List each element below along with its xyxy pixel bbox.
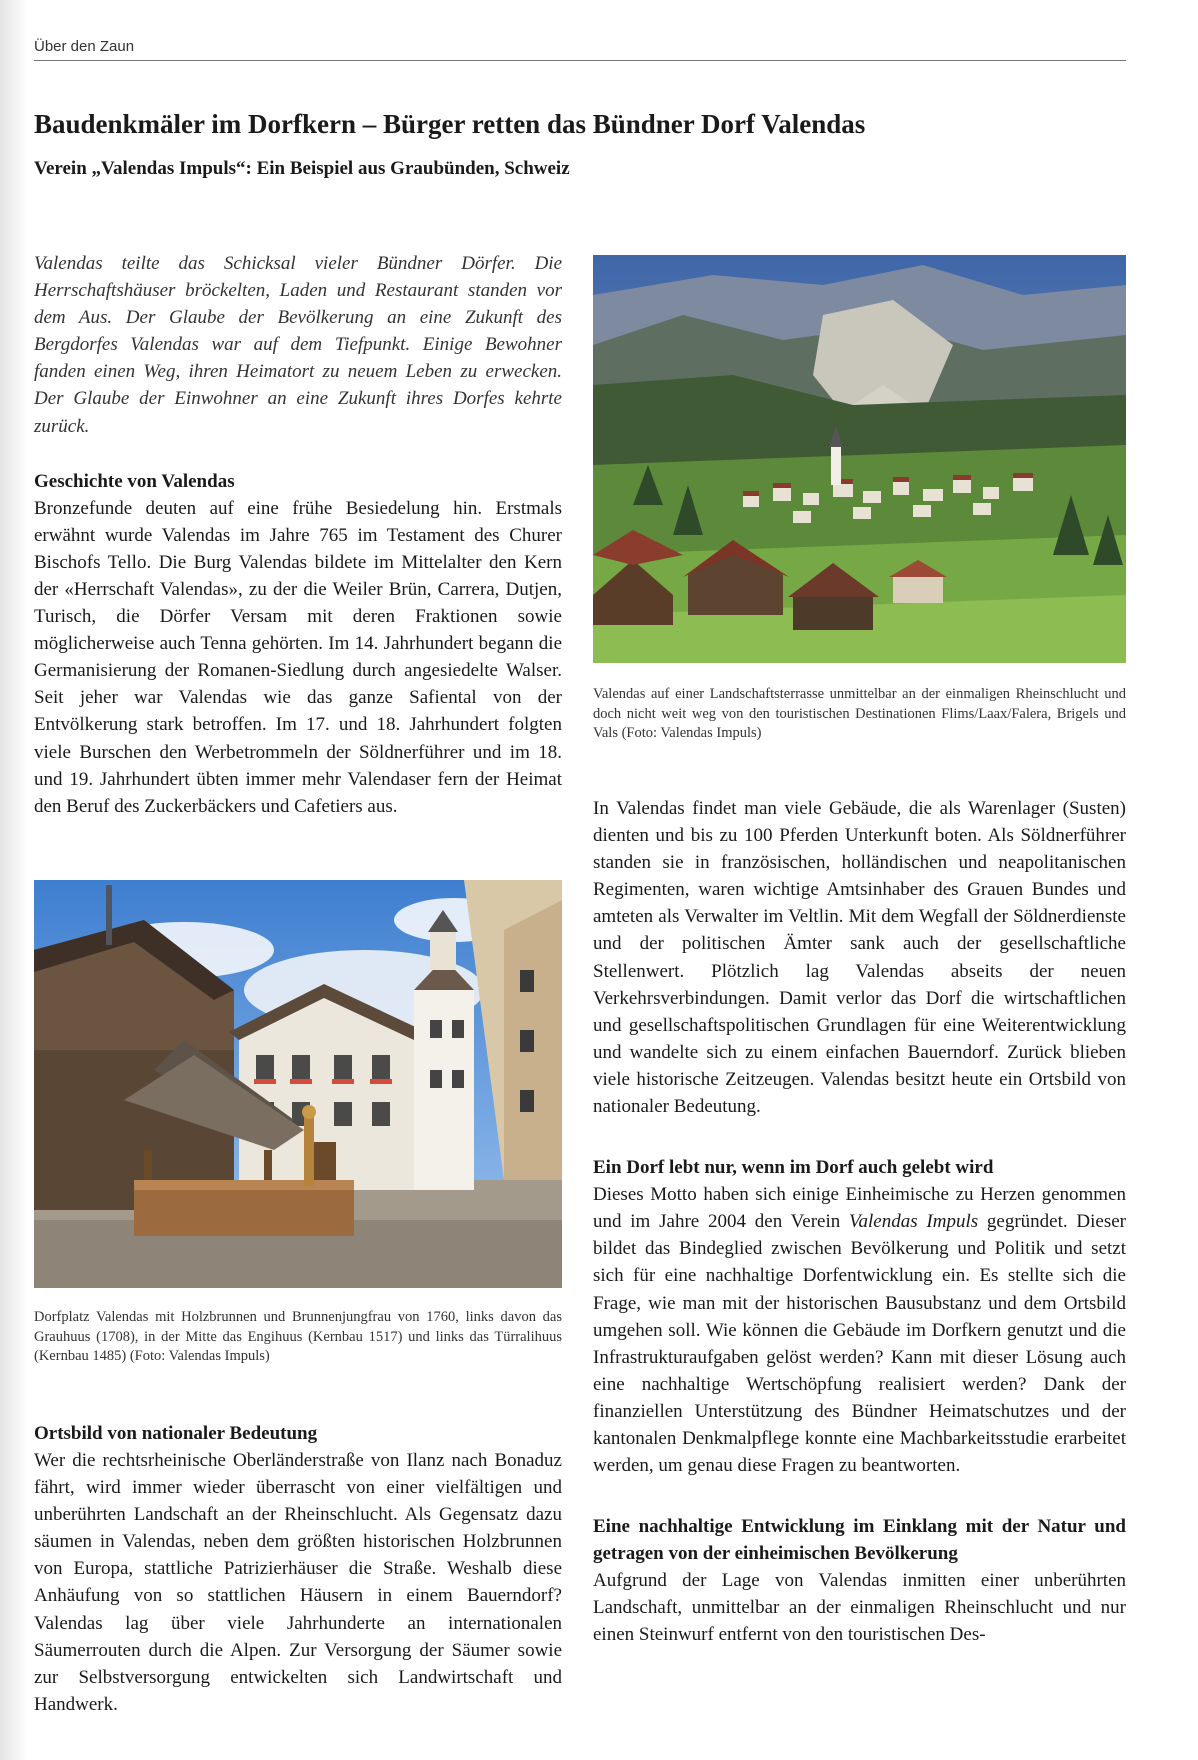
text-dorf-lebt-part1: Dieses Motto haben sich einige Einheimische zu Herzen genommen und im Jahre 2004 den Verein xyxy=(593,1184,1126,1233)
page-gutter-shadow xyxy=(0,0,28,1760)
header-rule xyxy=(34,60,1126,61)
text-entwicklung: Aufgrund der Lage von Valendas inmitten einer unberührten Landschaft, unmittelbar an der einmaligen Rheinschlucht und nur einen Steinwurf entfernt von den touristischen Des- xyxy=(593,1570,1126,1646)
running-head: Über den Zaun xyxy=(34,38,135,55)
text-ortsbild: Wer die rechtsrheinische Oberländerstraße von Ilanz nach Bonaduz fährt, wird immer wieder überrascht von einer vielfältigen und unberührten Landschaft an der Rheinschlucht. Als Gegensatz dazu säumen in Valendas, neben dem größten historischen Holzbrunnen von Europa, stattliche Patrizierhäuser die Straße. Weshalb diese Anhäufung von so stattlichen Häusern in einem Bauerndorf? Valendas lag über viele Jahrhunderte an internationalen Säumerrouten durch die Alpen. Zur Versorgung der Säumer sowie zur Selbstversorgung entwickelten sich Landwirtschaft und Handwerk. xyxy=(34,1450,562,1715)
village-square-image xyxy=(34,880,562,1288)
text-dorf-lebt xyxy=(593,1181,1126,1479)
text-gebaeude: In Valendas findet man viele Gebäude, die als Warenlager (Susten) dienten und bis zu 100 Pferden Unterkunft boten. Als Söldnerführer standen sie in französischen, holländischen und neapolitanischen Regimenten, waren wichtige Amtsinhaber des Grauen Bundes und amteten als Verwalter im Veltlin. Mit dem Wegfall der Söldnerdienste und der politischen Ämter sank auch der gesellschaftliche Stellenwert. Plötzlich lag Valendas abseits der neuen Verkehrsverbindungen. Damit verlor das Dorf die wirtschaftlichen und gesellschaftspolitischen Grundlagen für eine Weiterentwicklung und wandelte sich zu einem einfachen Bauerndorf. Zurück blieben viele historische Zeitzeugen. Valendas besitzt heute ein Ortsbild von nationaler Bedeutung. xyxy=(593,798,1126,1118)
right-column xyxy=(593,795,1126,1648)
heading-dorf-lebt: Ein Dorf lebt nur, wenn im Dorf auch gelebt wird xyxy=(593,1157,994,1179)
photo-village-square xyxy=(34,880,562,1288)
article-subtitle: Verein „Valendas Impuls“: Ein Beispiel aus Graubünden, Schweiz xyxy=(34,158,570,179)
article-title: Baudenkmäler im Dorfkern – Bürger retten das Bündner Dorf Valendas xyxy=(34,109,866,139)
verein-name: Valendas Impuls xyxy=(849,1211,979,1233)
lead-paragraph: Valendas teilte das Schicksal vieler Bündner Dörfer. Die Herrschaftshäuser bröckelten, Laden und Restaurant standen vor dem Aus. Der Glaube der Bevölkerung an eine Zukunft des Bergdorfes Valendas war auf dem Tiefpunkt. Einige Bewohner fanden einen Weg, ihren Heimatort zu neuem Leben zu erwecken. Der Glaube der Einwohner an eine Zukunft ihres Dorfes kehrte zurück. xyxy=(34,253,562,437)
caption-village-square: Dorfplatz Valendas mit Holzbrunnen und Brunnenjungfrau von 1760, links davon das Grauhuus (1708), in der Mitte das Engihuus (Kernbau 1517) und links das Türralihuus (Kernbau 1485) (Foto: Valendas Impuls) xyxy=(34,1309,562,1364)
left-column-top xyxy=(34,250,562,820)
heading-geschichte: Geschichte von Valendas xyxy=(34,470,235,492)
landscape-image xyxy=(593,255,1126,663)
text-geschichte: Bronzefunde deuten auf eine frühe Besiedelung hin. Erstmals erwähnt wurde Valendas im Jahre 765 im Testament des Churer Bischofs Tello. Die Burg Valendas bildete im Mittelalter den Kern der «Herrschaft Valendas», zu der die Weiler Brün, Carrera, Dutjen, Turisch, die Dörfer Versam mit deren Fraktionen sowie möglicherweise auch Tenna gehörten. Im 14. Jahrhundert begann die Germanisierung der Romanen-Siedlung durch angesiedelte Walser. Seit jeher war Valendas wie das ganze Safiental von der Entvölkerung stark betroffen. Im 17. und 18. Jahrhundert folgten viele Burschen den Werbetrommeln der Söldnerführer und im 18. und 19. Jahrhundert übten immer mehr Valendaser fern der Heimat den Beruf des Zuckerbäckers und Cafetiers aus. xyxy=(34,497,562,817)
photo-landscape xyxy=(593,255,1126,663)
left-column-bottom xyxy=(34,1420,562,1718)
text-dorf-lebt-part2: gegründet. Dieser bildet das Bindeglied zwischen Bevölkerung und Politik und setzt sich für eine nachhaltige Dorfentwicklung ein. Es stellte sich die Frage, wie man mit der historischen Bausubstanz und dem Ortsbild umgehen soll. Wie können die Gebäude im Dorfkern genutzt und die Infrastrukturaufgaben gelöst werden? Kann mit dieser Lösung auch eine nachhaltige Wertschöpfung realisiert werden? Dank der finanziellen Unterstützung des Bündner Heimatschutzes und der kantonalen Denkmalpflege konnte eine Machbarkeitsstudie erarbeitet werden, um genau diese Fragen zu beantworten. xyxy=(593,1211,1126,1477)
caption-landscape: Valendas auf einer Landschaftsterrasse unmittelbar an der einmaligen Rheinschlucht und doch nicht weit weg von den touristischen Destinationen Flims/Laax/Falera, Brigels und Vals (Foto: Valendas Impuls) xyxy=(593,686,1126,741)
heading-ortsbild: Ortsbild von nationaler Bedeutung xyxy=(34,1423,318,1444)
heading-entwicklung: Eine nachhaltige Entwicklung im Einklang mit der Natur und getragen von der einheimischen Bevölkerung xyxy=(593,1516,1126,1565)
